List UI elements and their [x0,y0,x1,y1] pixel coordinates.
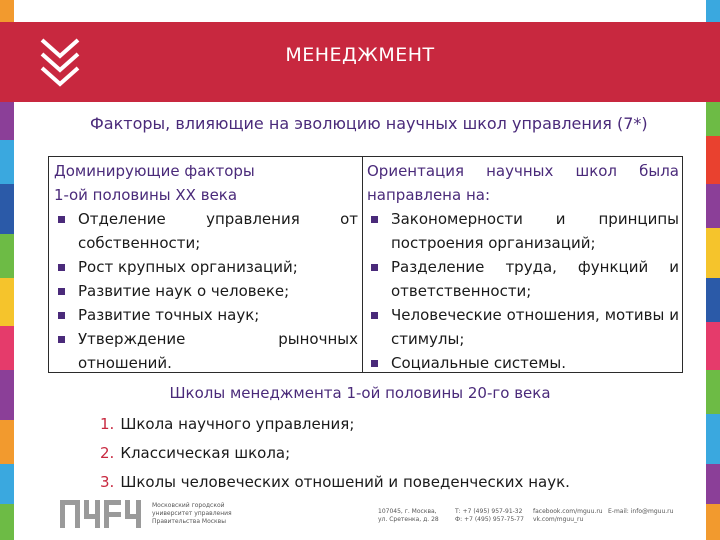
right-column-header-line: Ориентация научных школ была [367,162,679,180]
factors-heading: Факторы, влияющие на эволюцию научных школ управления (7*) [90,114,648,133]
list-item-text: Социальные системы. [391,354,567,372]
square-bullet-icon [371,312,378,319]
facebook-link[interactable]: facebook.com/mguu.ru [533,508,603,515]
vk-link[interactable]: vk.com/mguu_ru [533,516,584,523]
footer [0,492,720,540]
list-item-text: Рост крупных организаций; [78,258,298,276]
schools-heading: Школы менеджмента 1-ой половины 20-го века [169,384,551,402]
schools-list [100,410,690,497]
list-item [54,327,358,375]
phone-line: Ф: +7 (495) 957-75-77 [455,516,524,523]
page-title: МЕНЕДЖМЕНТ [285,44,435,66]
footer-email[interactable]: E-mail: info@mguu.ru [608,508,674,515]
list-number: 1. [100,415,115,433]
square-bullet-icon [58,336,65,343]
list-item [100,410,690,439]
list-item [54,207,358,255]
table-column-divider [362,157,363,372]
square-bullet-icon [58,216,65,223]
list-item [367,207,679,255]
header-banner [0,22,720,102]
square-bullet-icon [371,216,378,223]
list-item [367,351,679,375]
list-item [54,303,358,327]
list-item-text: Разделение труда, функций и ответственности; [391,258,679,300]
list-item [367,303,679,351]
list-item [100,439,690,468]
list-item [54,279,358,303]
phone-line: Т: +7 (495) 957-91-32 [455,508,523,515]
list-item-text: Развитие точных наук; [78,306,260,324]
footer-address [378,508,458,524]
square-bullet-icon [58,312,65,319]
list-item [367,255,679,303]
org-name-line: Правительства Москвы [152,518,226,525]
list-item-text: Классическая школа; [120,444,291,462]
school-orientation-column [367,159,679,375]
square-bullet-icon [371,360,378,367]
org-name-line: Московский городской [152,502,225,509]
list-item-text: Отделение управления от собственности; [78,210,358,252]
list-item-text: Закономерности и принципы построения организаций; [391,210,679,252]
left-column-header-line: 1-ой половины ХХ века [54,186,238,204]
list-number: 3. [100,473,115,491]
left-column-header-line: Доминирующие факторы [54,162,255,180]
org-name-line: университет управления [152,510,232,517]
list-item-text: Школы человеческих отношений и поведенческих наук. [120,473,570,491]
square-bullet-icon [58,288,65,295]
address-line: ул. Сретенка, д. 28 [378,516,439,523]
square-bullet-icon [371,264,378,271]
footer-social [533,508,608,524]
list-item-text: Развитие наук о человеке; [78,282,290,300]
footer-phones [455,508,535,524]
list-item-text: Утверждение рыночных отношений. [78,330,358,372]
list-item-text: Школа научного управления; [120,415,355,433]
list-item-text: Человеческие отношения, мотивы и стимулы; [391,306,679,348]
dominant-factors-column [54,159,358,375]
address-line: 107045, г. Москва, [378,508,437,515]
square-bullet-icon [58,264,65,271]
right-column-header-line: направлена на: [367,186,490,204]
university-logo [60,498,145,530]
org-name [152,502,262,526]
factors-table [48,156,683,373]
list-item [54,255,358,279]
list-number: 2. [100,444,115,462]
